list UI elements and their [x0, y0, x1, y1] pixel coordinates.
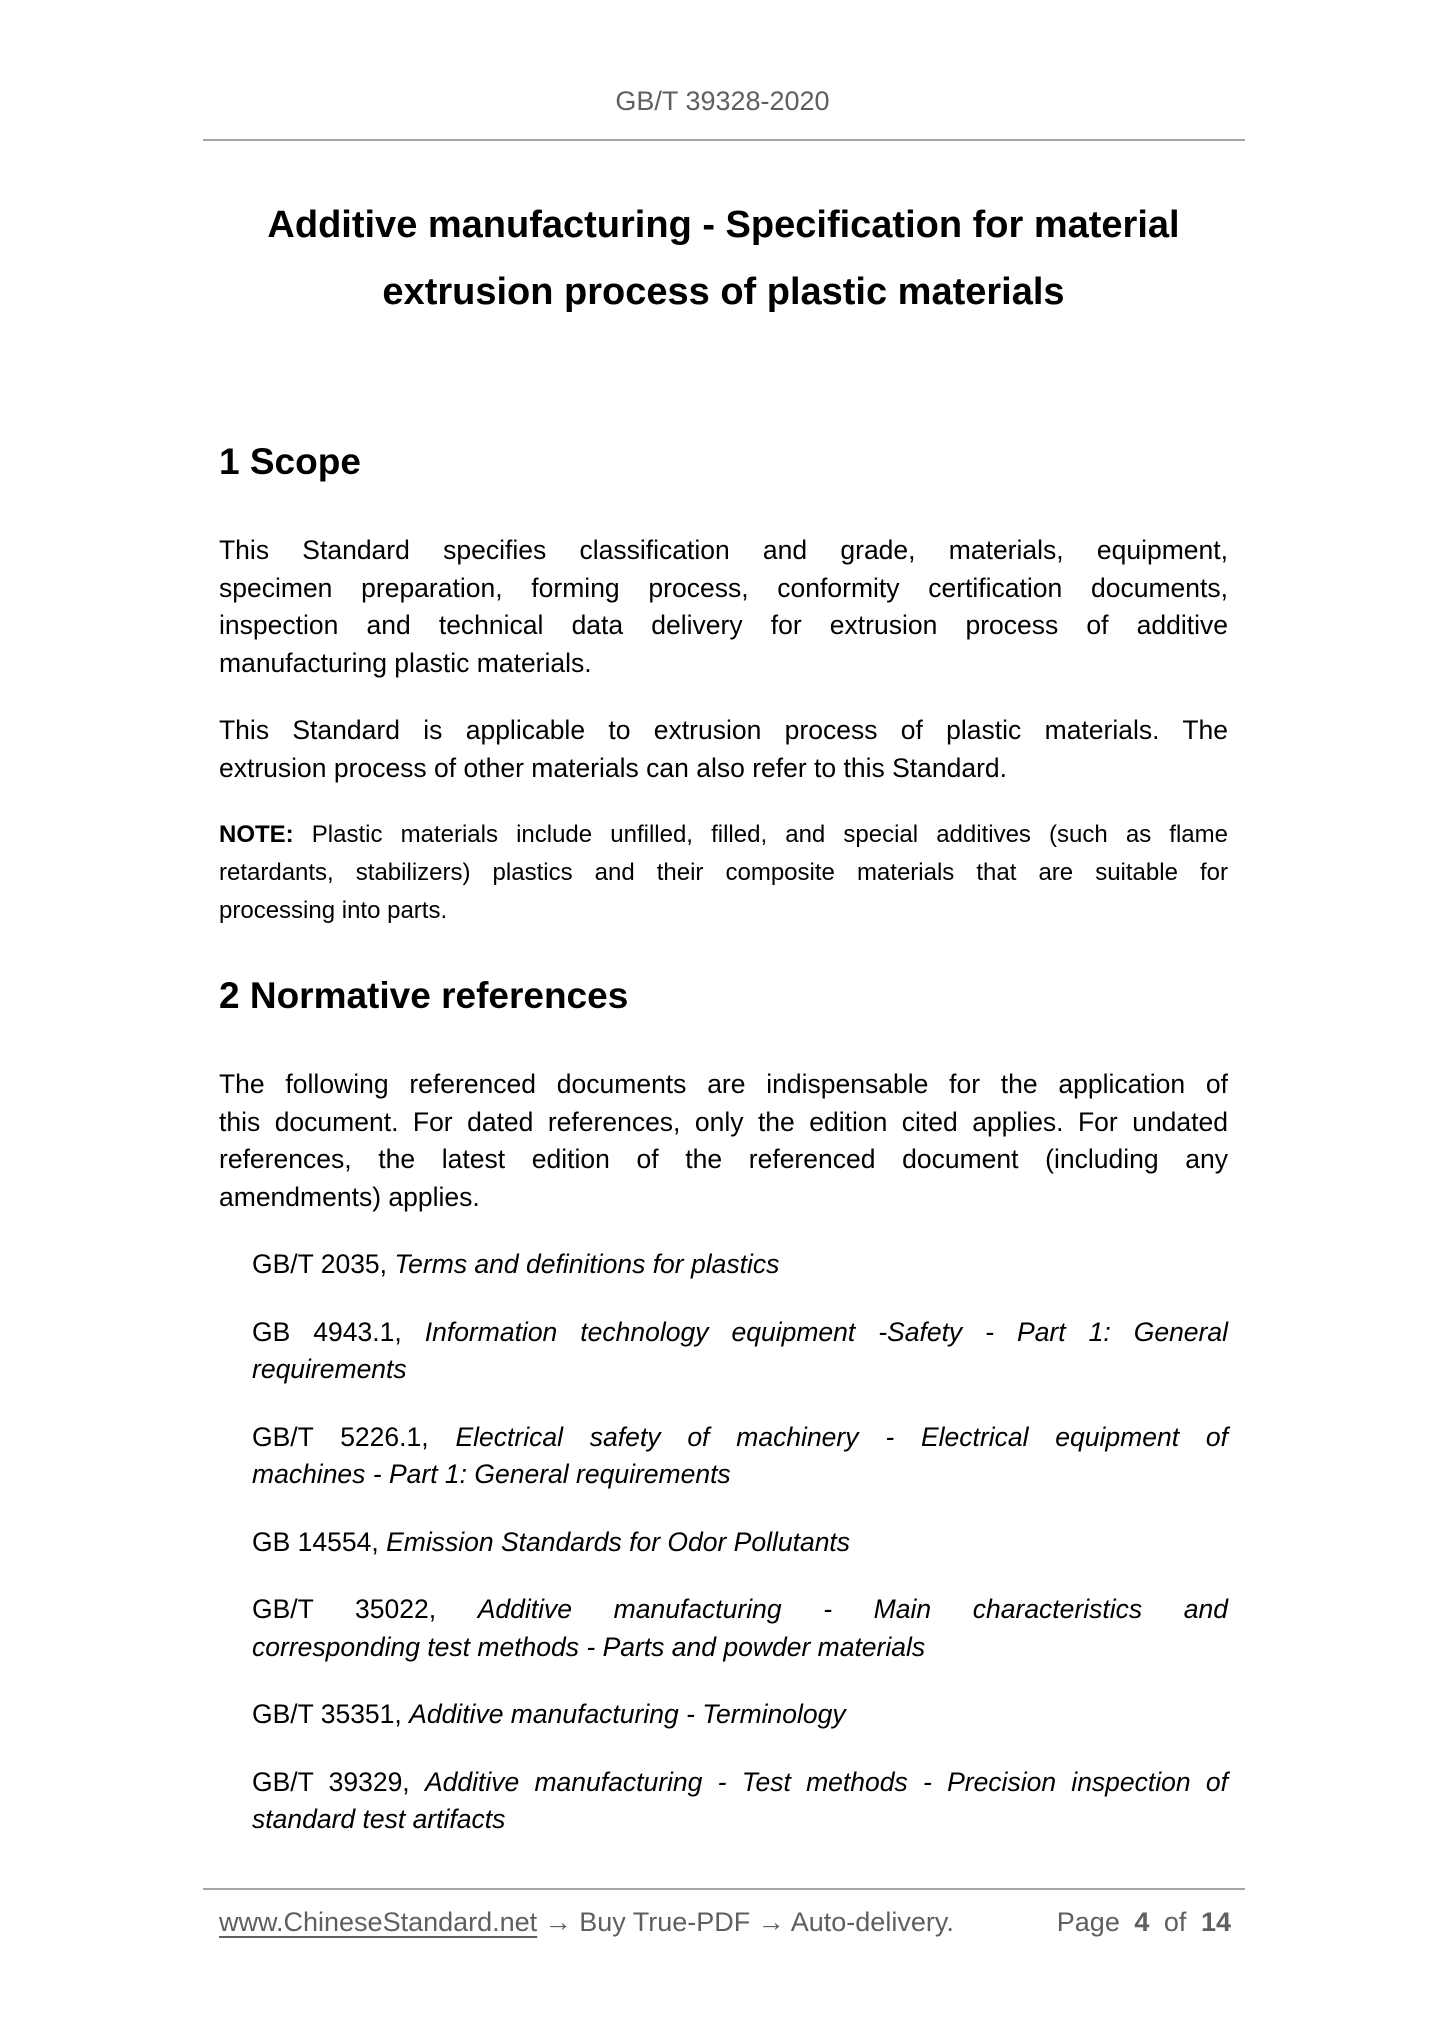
- note-paragraph: [219, 816, 1228, 930]
- reference-line: [252, 1314, 1228, 1352]
- reference-title: Additive manufacturing - Terminology: [409, 1699, 846, 1729]
- reference-title: standard test artifacts: [252, 1804, 506, 1834]
- paragraph-line: inspection and technical data delivery for extrusion process of additive: [219, 610, 1228, 640]
- paragraph-line: references, the latest edition of the referenced document (including any: [219, 1144, 1228, 1174]
- reference-item: [252, 1524, 1228, 1562]
- page-footer: [203, 1888, 1245, 1939]
- paragraph-line: specimen preparation, forming process, conformity certification documents,: [219, 572, 1228, 603]
- header-rule: [203, 139, 1245, 141]
- reference-code: GB/T 39329,: [252, 1766, 410, 1797]
- paragraph-line: The following referenced documents are indispensable for the application of: [219, 1069, 1228, 1099]
- reference-title: Terms and definitions for plastics: [394, 1249, 780, 1279]
- paragraph-line: this document. For dated references, only the edition cited applies. For undated: [219, 1106, 1228, 1137]
- running-header: [0, 0, 1445, 117]
- page-label: Page: [1056, 1907, 1120, 1937]
- reference-code: GB/T 2035,: [252, 1249, 388, 1279]
- footer-tagline: [219, 1906, 954, 1939]
- reference-code: GB/T 35351,: [252, 1699, 402, 1729]
- note-label: NOTE:: [219, 821, 294, 848]
- reference-title: Emission Standards for Odor Pollutants: [386, 1526, 851, 1557]
- reference-item: [252, 1419, 1228, 1494]
- paragraph-line: This Standard is applicable to extrusion process of plastic materials. The: [219, 715, 1228, 745]
- page-indicator: [1057, 1906, 1231, 1939]
- reference-line: [252, 1351, 1228, 1389]
- scope-paragraph-1: [219, 532, 1228, 682]
- paragraph-line: amendments) applies.: [219, 1181, 480, 1212]
- reference-title: Electrical safety of machinery - Electrical equipment of: [455, 1421, 1228, 1452]
- note-line: processing into parts.: [219, 897, 448, 924]
- reference-item: [252, 1591, 1228, 1666]
- reference-item: [252, 1696, 1228, 1734]
- document-body: [219, 192, 1228, 1839]
- reference-code: GB/T 35022,: [252, 1594, 437, 1624]
- note-line: retardants, stabilizers) plastics and their composite materials that are suitable for: [219, 859, 1228, 886]
- reference-line: [252, 1764, 1228, 1802]
- document-title: [219, 192, 1228, 326]
- standard-code: GB/T 39328-2020: [615, 86, 830, 116]
- reference-line: [252, 1246, 1228, 1284]
- page-number-current: 4: [1134, 1907, 1150, 1937]
- section-heading-scope: 1 Scope: [219, 441, 361, 482]
- paragraph-line: extrusion process of other materials can also refer to this Standard.: [219, 752, 1008, 783]
- normative-intro-paragraph: [219, 1066, 1228, 1216]
- reference-title: Additive manufacturing - Test methods - Precision inspection of: [424, 1766, 1228, 1797]
- reference-item: [252, 1246, 1228, 1284]
- reference-item: [252, 1764, 1228, 1839]
- section-heading-normative-references: 2 Normative references: [219, 975, 629, 1016]
- scope-paragraph-2: [219, 712, 1228, 787]
- paragraph-line: manufacturing plastic materials.: [219, 647, 592, 678]
- reference-line: [252, 1801, 1228, 1839]
- reference-title: corresponding test methods - Parts and powder materials: [252, 1631, 926, 1662]
- document-title-line-2: extrusion process of plastic materials: [382, 271, 1065, 313]
- reference-line: [252, 1419, 1228, 1457]
- page-number-total: 14: [1200, 1907, 1231, 1937]
- reference-title: machines - Part 1: General requirements: [252, 1459, 731, 1489]
- document-title-line-1: Additive manufacturing - Specification for material: [267, 204, 1180, 246]
- reference-code: GB 14554,: [252, 1526, 379, 1557]
- reference-title: Additive manufacturing - Main characteristics and: [477, 1594, 1228, 1624]
- note-text: Plastic materials include unfilled, filled, and special additives (such as flame: [311, 821, 1228, 848]
- reference-line: [252, 1524, 1228, 1562]
- reference-line: [252, 1591, 1228, 1629]
- note-line: [219, 816, 1228, 854]
- reference-title: requirements: [252, 1354, 407, 1384]
- reference-line: [252, 1629, 1228, 1667]
- reference-item: [252, 1314, 1228, 1389]
- footer-tagline-text: → Buy True-PDF → Auto-delivery.: [544, 1907, 954, 1937]
- reference-code: GB/T 5226.1,: [252, 1421, 429, 1452]
- footer-website-link[interactable]: www.ChineseStandard.net: [219, 1907, 538, 1937]
- reference-line: [252, 1456, 1228, 1494]
- of-label: of: [1163, 1907, 1187, 1937]
- normative-references-list: [219, 1246, 1228, 1839]
- reference-code: GB 4943.1,: [252, 1316, 402, 1347]
- reference-title: Information technology equipment -Safety - Part 1: General: [424, 1316, 1228, 1347]
- paragraph-line: This Standard specifies classification and grade, materials, equipment,: [219, 535, 1228, 565]
- reference-line: [252, 1696, 1228, 1734]
